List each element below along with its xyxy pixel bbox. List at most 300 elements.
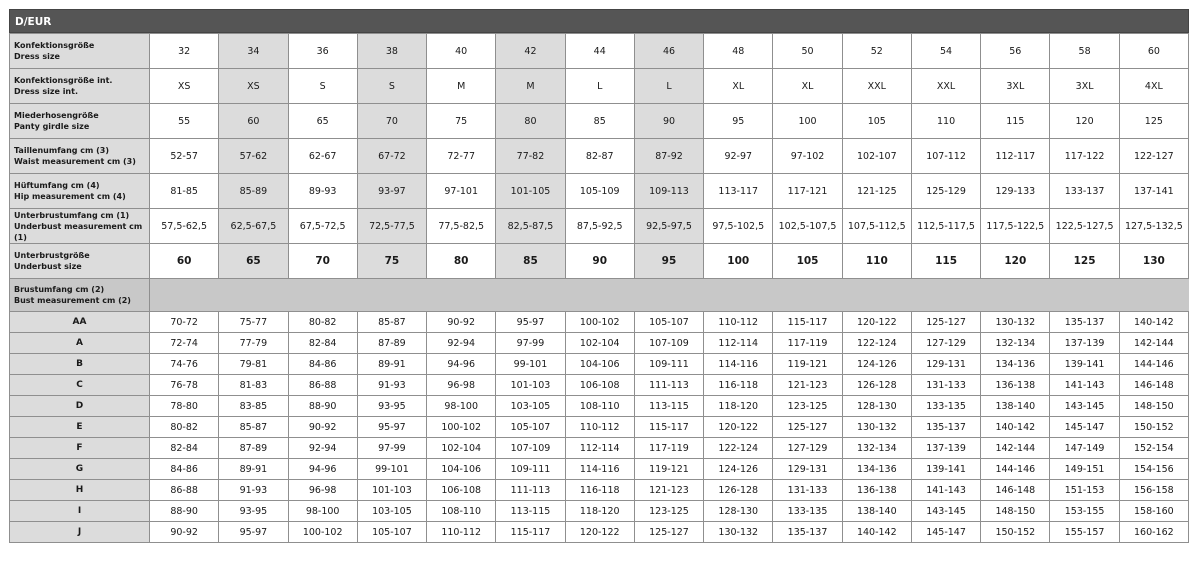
section-fill bbox=[634, 279, 703, 312]
table-cell: 105-107 bbox=[634, 312, 703, 333]
table-cell: 48 bbox=[704, 34, 773, 69]
table-cell: 124-126 bbox=[842, 354, 911, 375]
table-cell: 142-144 bbox=[1119, 333, 1188, 354]
table-cell: 96-98 bbox=[427, 375, 496, 396]
table-cell: 146-148 bbox=[1119, 375, 1188, 396]
table-cell: M bbox=[427, 69, 496, 104]
table-cell: 101-103 bbox=[357, 480, 426, 501]
table-row bbox=[10, 396, 1189, 417]
table-cell: 141-143 bbox=[1050, 375, 1119, 396]
table-cell: 80 bbox=[427, 244, 496, 279]
section-fill bbox=[496, 279, 565, 312]
table-cell: 148-150 bbox=[1119, 396, 1188, 417]
table-cell: 57,5-62,5 bbox=[150, 209, 219, 244]
table-cell: 95 bbox=[634, 244, 703, 279]
row-label-english: Dress size int. bbox=[14, 87, 78, 96]
table-cell: 118-120 bbox=[704, 396, 773, 417]
table-cell: 103-105 bbox=[357, 501, 426, 522]
row-label-english: Panty girdle size bbox=[14, 122, 90, 131]
table-cell: 115 bbox=[911, 244, 980, 279]
table-cell: 100 bbox=[704, 244, 773, 279]
cup-label: I bbox=[10, 501, 150, 522]
table-cell: 85-87 bbox=[219, 417, 288, 438]
row-label bbox=[10, 34, 150, 69]
table-cell: 153-155 bbox=[1050, 501, 1119, 522]
table-cell: 138-140 bbox=[842, 501, 911, 522]
table-cell: 104-106 bbox=[427, 459, 496, 480]
table-cell: 107-112 bbox=[911, 139, 980, 174]
table-cell: 91-93 bbox=[357, 375, 426, 396]
table-cell: 62,5-67,5 bbox=[219, 209, 288, 244]
table-row bbox=[10, 459, 1189, 480]
table-cell: 126-128 bbox=[842, 375, 911, 396]
row-label-german: Miederhosengröße bbox=[14, 111, 99, 120]
table-row bbox=[10, 375, 1189, 396]
table-cell: 3XL bbox=[1050, 69, 1119, 104]
cup-label: B bbox=[10, 354, 150, 375]
table-cell: 117-122 bbox=[1050, 139, 1119, 174]
table-cell: 142-144 bbox=[981, 438, 1050, 459]
table-cell: S bbox=[357, 69, 426, 104]
table-cell: 85 bbox=[496, 244, 565, 279]
table-cell: 134-136 bbox=[981, 354, 1050, 375]
section-fill bbox=[981, 279, 1050, 312]
table-cell: 80-82 bbox=[288, 312, 357, 333]
table-cell: 93-95 bbox=[219, 501, 288, 522]
table-cell: 38 bbox=[357, 34, 426, 69]
table-cell: 57-62 bbox=[219, 139, 288, 174]
table-cell: 79-81 bbox=[219, 354, 288, 375]
table-cell: 93-95 bbox=[357, 396, 426, 417]
cup-label: D bbox=[10, 396, 150, 417]
table-cell: 113-115 bbox=[634, 396, 703, 417]
table-cell: 148-150 bbox=[981, 501, 1050, 522]
table-cell: 128-130 bbox=[842, 396, 911, 417]
table-cell: 88-90 bbox=[288, 396, 357, 417]
table-cell: 130-132 bbox=[981, 312, 1050, 333]
table-cell: 107,5-112,5 bbox=[842, 209, 911, 244]
table-cell: 143-145 bbox=[1050, 396, 1119, 417]
table-cell: 126-128 bbox=[704, 480, 773, 501]
table-cell: 60 bbox=[150, 244, 219, 279]
section-label-english: Bust measurement cm (2) bbox=[14, 296, 131, 305]
table-cell: 101-105 bbox=[496, 174, 565, 209]
table-cell: 99-101 bbox=[357, 459, 426, 480]
table-row bbox=[10, 209, 1189, 244]
table-cell: 99-101 bbox=[496, 354, 565, 375]
table-cell: 100-102 bbox=[288, 522, 357, 543]
table-cell: 107-109 bbox=[634, 333, 703, 354]
table-cell: 131-133 bbox=[911, 375, 980, 396]
section-fill bbox=[1119, 279, 1188, 312]
table-cell: 110 bbox=[911, 104, 980, 139]
size-table-body bbox=[10, 34, 1189, 543]
table-cell: 138-140 bbox=[981, 396, 1050, 417]
table-cell: 92-97 bbox=[704, 139, 773, 174]
row-label bbox=[10, 174, 150, 209]
table-cell: 117-119 bbox=[634, 438, 703, 459]
table-cell: 58 bbox=[1050, 34, 1119, 69]
table-row bbox=[10, 438, 1189, 459]
section-fill bbox=[911, 279, 980, 312]
row-label-english: Underbust measurement cm (1) bbox=[14, 221, 143, 242]
table-cell: 139-141 bbox=[1050, 354, 1119, 375]
table-cell: 110-112 bbox=[427, 522, 496, 543]
row-label-english: Dress size bbox=[14, 52, 60, 61]
table-cell: 109-111 bbox=[634, 354, 703, 375]
table-cell: 156-158 bbox=[1119, 480, 1188, 501]
table-cell: 60 bbox=[219, 104, 288, 139]
table-cell: 86-88 bbox=[150, 480, 219, 501]
table-cell: 87,5-92,5 bbox=[565, 209, 634, 244]
table-cell: 102-104 bbox=[565, 333, 634, 354]
table-cell: 155-157 bbox=[1050, 522, 1119, 543]
table-row bbox=[10, 417, 1189, 438]
table-cell: 90 bbox=[634, 104, 703, 139]
table-cell: 128-130 bbox=[704, 501, 773, 522]
table-cell: 72-77 bbox=[427, 139, 496, 174]
row-label bbox=[10, 209, 150, 244]
table-cell: 124-126 bbox=[704, 459, 773, 480]
table-cell: 122-124 bbox=[704, 438, 773, 459]
table-cell: 85 bbox=[565, 104, 634, 139]
table-row bbox=[10, 139, 1189, 174]
table-cell: 72-74 bbox=[150, 333, 219, 354]
table-cell: 154-156 bbox=[1119, 459, 1188, 480]
table-cell: 108-110 bbox=[427, 501, 496, 522]
table-cell: XXL bbox=[911, 69, 980, 104]
table-row bbox=[10, 69, 1189, 104]
table-cell: 125-127 bbox=[773, 417, 842, 438]
table-cell: 54 bbox=[911, 34, 980, 69]
cup-label: F bbox=[10, 438, 150, 459]
table-cell: 85-89 bbox=[219, 174, 288, 209]
table-cell: 125-129 bbox=[911, 174, 980, 209]
table-cell: 97,5-102,5 bbox=[704, 209, 773, 244]
bust-section-row bbox=[10, 279, 1189, 312]
table-cell: 90-92 bbox=[150, 522, 219, 543]
table-cell: 77,5-82,5 bbox=[427, 209, 496, 244]
table-cell: 70 bbox=[357, 104, 426, 139]
table-cell: 118-120 bbox=[565, 501, 634, 522]
table-cell: 116-118 bbox=[565, 480, 634, 501]
table-cell: 121-123 bbox=[773, 375, 842, 396]
section-fill bbox=[427, 279, 496, 312]
cup-label: C bbox=[10, 375, 150, 396]
table-cell: 152-154 bbox=[1119, 438, 1188, 459]
table-row bbox=[10, 104, 1189, 139]
table-cell: 95-97 bbox=[496, 312, 565, 333]
table-cell: 106-108 bbox=[565, 375, 634, 396]
size-table bbox=[9, 33, 1189, 543]
table-cell: 133-135 bbox=[773, 501, 842, 522]
table-cell: 80 bbox=[496, 104, 565, 139]
table-cell: 101-103 bbox=[496, 375, 565, 396]
table-cell: 112-114 bbox=[704, 333, 773, 354]
table-cell: 44 bbox=[565, 34, 634, 69]
table-cell: 150-152 bbox=[981, 522, 1050, 543]
table-cell: 119-121 bbox=[634, 459, 703, 480]
table-cell: 110-112 bbox=[565, 417, 634, 438]
table-cell: 144-146 bbox=[981, 459, 1050, 480]
table-cell: 117-121 bbox=[773, 174, 842, 209]
table-cell: 115-117 bbox=[773, 312, 842, 333]
table-cell: 98-100 bbox=[427, 396, 496, 417]
table-cell: 75 bbox=[357, 244, 426, 279]
table-cell: 89-91 bbox=[357, 354, 426, 375]
table-cell: 140-142 bbox=[1119, 312, 1188, 333]
table-cell: 109-113 bbox=[634, 174, 703, 209]
table-cell: 91-93 bbox=[219, 480, 288, 501]
table-cell: 113-117 bbox=[704, 174, 773, 209]
table-cell: 132-134 bbox=[842, 438, 911, 459]
section-fill bbox=[357, 279, 426, 312]
table-cell: XL bbox=[704, 69, 773, 104]
table-cell: 32 bbox=[150, 34, 219, 69]
table-cell: 81-83 bbox=[219, 375, 288, 396]
section-fill bbox=[704, 279, 773, 312]
table-cell: 120-122 bbox=[842, 312, 911, 333]
cup-label: AA bbox=[10, 312, 150, 333]
table-row bbox=[10, 244, 1189, 279]
table-cell: 130 bbox=[1119, 244, 1188, 279]
table-cell: 97-99 bbox=[496, 333, 565, 354]
section-label bbox=[10, 279, 150, 312]
table-cell: 141-143 bbox=[911, 480, 980, 501]
table-cell: 117,5-122,5 bbox=[981, 209, 1050, 244]
table-cell: 109-111 bbox=[496, 459, 565, 480]
row-label-german: Unterbrustumfang cm (1) bbox=[14, 210, 130, 220]
table-cell: 103-105 bbox=[496, 396, 565, 417]
table-cell: 115 bbox=[981, 104, 1050, 139]
table-cell: 102-104 bbox=[427, 438, 496, 459]
table-cell: 95 bbox=[704, 104, 773, 139]
table-cell: 125 bbox=[1050, 244, 1119, 279]
table-cell: XS bbox=[219, 69, 288, 104]
table-cell: 77-79 bbox=[219, 333, 288, 354]
table-cell: 115-117 bbox=[496, 522, 565, 543]
table-cell: 112,5-117,5 bbox=[911, 209, 980, 244]
table-cell: 146-148 bbox=[981, 480, 1050, 501]
region-banner: D/EUR bbox=[9, 9, 1189, 33]
row-label-german: Hüftumfang cm (4) bbox=[14, 181, 100, 190]
table-cell: 87-89 bbox=[219, 438, 288, 459]
table-cell: 117-119 bbox=[773, 333, 842, 354]
table-cell: 147-149 bbox=[1050, 438, 1119, 459]
table-cell: 60 bbox=[1119, 34, 1188, 69]
table-cell: 120 bbox=[981, 244, 1050, 279]
table-cell: 114-116 bbox=[565, 459, 634, 480]
table-cell: 115-117 bbox=[634, 417, 703, 438]
table-cell: 100-102 bbox=[427, 417, 496, 438]
table-cell: 133-137 bbox=[1050, 174, 1119, 209]
table-cell: 70 bbox=[288, 244, 357, 279]
table-cell: 92,5-97,5 bbox=[634, 209, 703, 244]
row-label bbox=[10, 69, 150, 104]
table-cell: 94-96 bbox=[288, 459, 357, 480]
table-cell: 140-142 bbox=[842, 522, 911, 543]
table-cell: 104-106 bbox=[565, 354, 634, 375]
table-cell: 129-131 bbox=[911, 354, 980, 375]
table-cell: 120-122 bbox=[565, 522, 634, 543]
table-cell: 137-139 bbox=[1050, 333, 1119, 354]
table-cell: 105-107 bbox=[357, 522, 426, 543]
table-cell: 83-85 bbox=[219, 396, 288, 417]
table-cell: 89-91 bbox=[219, 459, 288, 480]
table-cell: 125-127 bbox=[911, 312, 980, 333]
table-cell: 90-92 bbox=[288, 417, 357, 438]
table-cell: 84-86 bbox=[150, 459, 219, 480]
table-cell: 105-109 bbox=[565, 174, 634, 209]
table-cell: 87-92 bbox=[634, 139, 703, 174]
table-cell: 111-113 bbox=[496, 480, 565, 501]
row-label bbox=[10, 139, 150, 174]
table-cell: 82-84 bbox=[288, 333, 357, 354]
table-cell: 116-118 bbox=[704, 375, 773, 396]
table-cell: 94-96 bbox=[427, 354, 496, 375]
table-cell: 100-102 bbox=[565, 312, 634, 333]
table-cell: 144-146 bbox=[1119, 354, 1188, 375]
table-cell: 65 bbox=[288, 104, 357, 139]
table-cell: 119-121 bbox=[773, 354, 842, 375]
table-cell: 113-115 bbox=[496, 501, 565, 522]
section-fill bbox=[842, 279, 911, 312]
table-cell: 89-93 bbox=[288, 174, 357, 209]
table-cell: 56 bbox=[981, 34, 1050, 69]
table-cell: 52-57 bbox=[150, 139, 219, 174]
table-cell: 90 bbox=[565, 244, 634, 279]
table-cell: 158-160 bbox=[1119, 501, 1188, 522]
table-cell: 74-76 bbox=[150, 354, 219, 375]
table-cell: L bbox=[634, 69, 703, 104]
table-cell: 92-94 bbox=[288, 438, 357, 459]
table-row bbox=[10, 174, 1189, 209]
table-row bbox=[10, 501, 1189, 522]
table-cell: 122,5-127,5 bbox=[1050, 209, 1119, 244]
cup-label: H bbox=[10, 480, 150, 501]
table-cell: 87-89 bbox=[357, 333, 426, 354]
table-cell: 122-127 bbox=[1119, 139, 1188, 174]
table-cell: 151-153 bbox=[1050, 480, 1119, 501]
table-cell: 106-108 bbox=[427, 480, 496, 501]
table-cell: 137-139 bbox=[911, 438, 980, 459]
table-cell: 75-77 bbox=[219, 312, 288, 333]
table-cell: 145-147 bbox=[911, 522, 980, 543]
table-cell: 70-72 bbox=[150, 312, 219, 333]
table-cell: 40 bbox=[427, 34, 496, 69]
row-label-german: Taillenumfang cm (3) bbox=[14, 146, 110, 155]
table-cell: 97-102 bbox=[773, 139, 842, 174]
cup-label: E bbox=[10, 417, 150, 438]
table-cell: 120-122 bbox=[704, 417, 773, 438]
table-cell: 105 bbox=[773, 244, 842, 279]
table-row bbox=[10, 480, 1189, 501]
section-fill bbox=[773, 279, 842, 312]
table-cell: 95-97 bbox=[357, 417, 426, 438]
table-cell: XXL bbox=[842, 69, 911, 104]
table-cell: 85-87 bbox=[357, 312, 426, 333]
table-cell: 108-110 bbox=[565, 396, 634, 417]
table-cell: 130-132 bbox=[842, 417, 911, 438]
table-cell: 122-124 bbox=[842, 333, 911, 354]
table-cell: 121-123 bbox=[634, 480, 703, 501]
table-cell: 34 bbox=[219, 34, 288, 69]
table-row bbox=[10, 34, 1189, 69]
table-cell: 55 bbox=[150, 104, 219, 139]
table-cell: 145-147 bbox=[1050, 417, 1119, 438]
table-cell: 3XL bbox=[981, 69, 1050, 104]
table-cell: 110 bbox=[842, 244, 911, 279]
table-cell: 134-136 bbox=[842, 459, 911, 480]
table-cell: 77-82 bbox=[496, 139, 565, 174]
table-cell: 97-101 bbox=[427, 174, 496, 209]
table-cell: 135-137 bbox=[773, 522, 842, 543]
table-cell: 132-134 bbox=[981, 333, 1050, 354]
table-cell: 95-97 bbox=[219, 522, 288, 543]
table-cell: 125 bbox=[1119, 104, 1188, 139]
table-cell: 80-82 bbox=[150, 417, 219, 438]
table-cell: 81-85 bbox=[150, 174, 219, 209]
cup-label: J bbox=[10, 522, 150, 543]
table-cell: 36 bbox=[288, 34, 357, 69]
table-cell: 112-117 bbox=[981, 139, 1050, 174]
table-cell: 127-129 bbox=[911, 333, 980, 354]
table-cell: 130-132 bbox=[704, 522, 773, 543]
row-label-german: Konfektionsgröße bbox=[14, 41, 95, 50]
table-cell: 105 bbox=[842, 104, 911, 139]
table-cell: 150-152 bbox=[1119, 417, 1188, 438]
table-cell: M bbox=[496, 69, 565, 104]
table-cell: 137-141 bbox=[1119, 174, 1188, 209]
table-row bbox=[10, 522, 1189, 543]
table-cell: 135-137 bbox=[1050, 312, 1119, 333]
table-cell: 52 bbox=[842, 34, 911, 69]
row-label-german: Unterbrustgröße bbox=[14, 251, 90, 260]
table-cell: 136-138 bbox=[842, 480, 911, 501]
table-cell: 90-92 bbox=[427, 312, 496, 333]
row-label-english: Waist measurement cm (3) bbox=[14, 157, 136, 166]
row-label bbox=[10, 104, 150, 139]
table-cell: 121-125 bbox=[842, 174, 911, 209]
table-cell: 140-142 bbox=[981, 417, 1050, 438]
table-cell: 86-88 bbox=[288, 375, 357, 396]
table-cell: 105-107 bbox=[496, 417, 565, 438]
section-fill bbox=[288, 279, 357, 312]
table-cell: 160-162 bbox=[1119, 522, 1188, 543]
table-cell: 62-67 bbox=[288, 139, 357, 174]
table-cell: 72,5-77,5 bbox=[357, 209, 426, 244]
row-label-english: Underbust size bbox=[14, 262, 82, 271]
table-cell: 149-151 bbox=[1050, 459, 1119, 480]
table-cell: 127-129 bbox=[773, 438, 842, 459]
table-cell: 67-72 bbox=[357, 139, 426, 174]
table-cell: 88-90 bbox=[150, 501, 219, 522]
section-fill bbox=[150, 279, 219, 312]
table-cell: 120 bbox=[1050, 104, 1119, 139]
row-label-german: Konfektionsgröße int. bbox=[14, 76, 113, 85]
table-cell: 129-131 bbox=[773, 459, 842, 480]
table-cell: 82-84 bbox=[150, 438, 219, 459]
section-fill bbox=[565, 279, 634, 312]
table-cell: 131-133 bbox=[773, 480, 842, 501]
table-cell: 110-112 bbox=[704, 312, 773, 333]
table-cell: 135-137 bbox=[911, 417, 980, 438]
section-fill bbox=[1050, 279, 1119, 312]
table-cell: 123-125 bbox=[634, 501, 703, 522]
table-cell: 75 bbox=[427, 104, 496, 139]
table-row bbox=[10, 333, 1189, 354]
table-cell: L bbox=[565, 69, 634, 104]
